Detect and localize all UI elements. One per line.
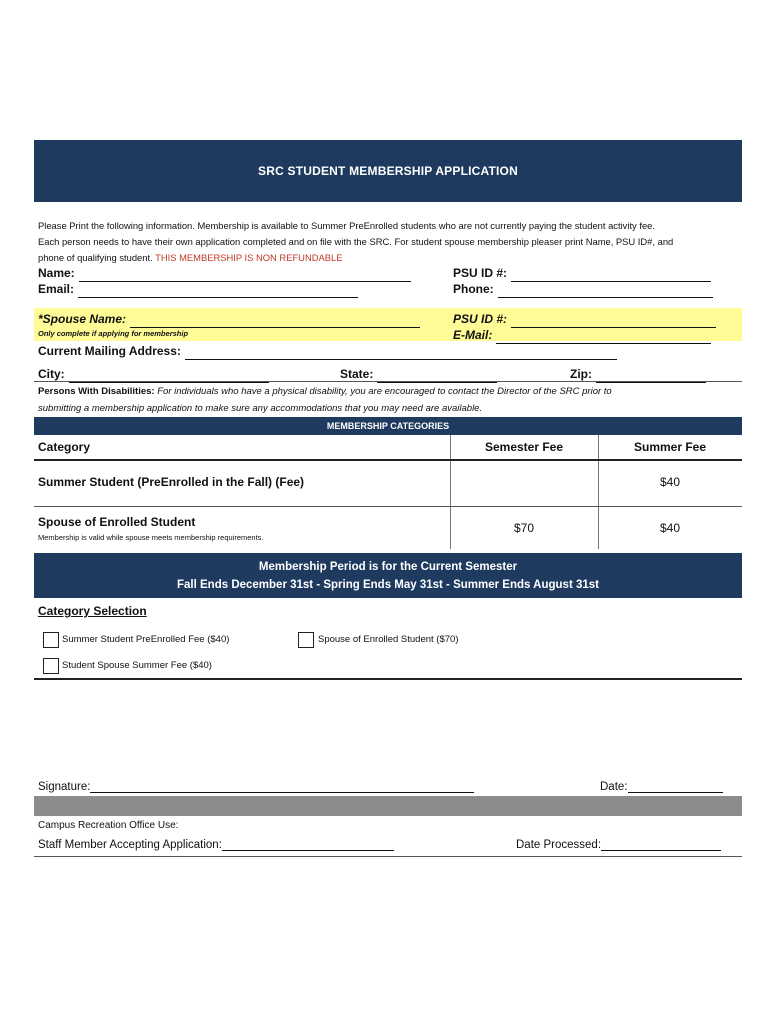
spouse-enrolled-checkbox[interactable] [298,632,314,648]
date-label: Date: [600,781,628,793]
header-category: Category [38,440,91,454]
spouse-enrolled-option-label: Spouse of Enrolled Student ($70) [318,634,459,645]
header-rule [34,459,742,461]
intro-line-2: Each person needs to have their own application completed and on file with the SRC. For student spouse membership pleaser print Name, PSU ID#, and [38,236,674,247]
row-rule [34,506,742,507]
non-refundable-notice: THIS MEMBERSHIP IS NON REFUNDABLE [155,252,343,263]
staff-member-field[interactable] [38,838,394,851]
email-label: Email: [38,282,75,296]
spouse-name-label: *Spouse Name: [38,312,127,326]
signature-field[interactable] [38,780,474,793]
selection-rule [34,678,742,680]
summer-student-checkbox[interactable] [43,632,59,648]
divider [34,381,742,382]
office-use-band [34,796,742,816]
row-1-summer-fee: $40 [659,475,681,489]
date-processed-field[interactable] [516,838,721,851]
disabilities-line-1 [38,383,738,400]
disabilities-label: Persons With Disabilities: [38,386,155,397]
category-selection-heading: Category Selection [38,604,147,618]
membership-categories-band [34,417,742,435]
zip-label: Zip: [570,367,592,381]
summer-student-option-label: Summer Student PreEnrolled Fee ($40) [62,634,230,645]
categories-table [34,435,742,549]
disabilities-text-2: submitting a membership application to make sure any accommodations that you may need are available. [38,403,483,414]
intro-line-1: Please Print the following information. Membership is available to Summer PreEnrolled students who are not currently paying the student activity fee. [38,220,655,231]
disabilities-note [38,383,738,417]
row-2-semester-fee: $70 [513,521,535,535]
spouse-name-line[interactable] [130,315,420,328]
row-1-category: Summer Student (PreEnrolled in the Fall) (Fee) [38,475,305,489]
period-line-1: Membership Period is for the Current Semester [258,560,518,573]
mailing-address-field[interactable] [38,342,617,360]
form-title-band [34,140,742,202]
signature-line[interactable] [90,780,474,793]
spouse-summer-option-label: Student Spouse Summer Fee ($40) [62,660,212,671]
email-line[interactable] [78,285,358,298]
header-summer-fee: Summer Fee [633,440,707,454]
psu-id-label: PSU ID #: [453,266,508,280]
date-processed-label: Date Processed: [516,839,602,851]
spouse-summer-checkbox[interactable] [43,658,59,674]
disabilities-text-1: For individuals who have a physical disability, you are encouraged to contact the Director of the SRC prior to [157,386,612,397]
row-2-summer-fee: $40 [659,521,681,535]
row-2-note: Membership is valid while spouse meets membership requirements. [38,533,264,542]
membership-categories-label: MEMBERSHIP CATEGORIES [326,421,450,431]
date-field[interactable] [600,780,723,793]
intro-text [38,218,742,266]
date-processed-line[interactable] [601,838,721,851]
spouse-psu-id-label: PSU ID #: [453,312,508,326]
name-label: Name: [38,266,75,280]
bottom-rule [34,856,742,857]
period-line-2: Fall Ends December 31st - Spring Ends May 31st - Summer Ends August 31st [177,578,599,591]
email-field[interactable] [38,280,358,298]
phone-field[interactable] [453,280,713,298]
date-line[interactable] [628,780,723,793]
city-label: City: [38,367,65,381]
signature-label: Signature: [38,781,91,793]
phone-line[interactable] [498,285,713,298]
office-use-heading: Campus Recreation Office Use: [38,820,179,831]
form-title: SRC STUDENT MEMBERSHIP APPLICATION [258,164,518,178]
spouse-name-field[interactable] [38,310,420,328]
mailing-address-line[interactable] [185,347,617,360]
phone-label: Phone: [453,282,494,296]
intro-line-3-text: phone of qualifying student. [38,252,153,263]
membership-period-band [34,553,742,598]
spouse-note: Only complete if applying for membership [38,329,189,338]
row-2-category: Spouse of Enrolled Student [38,515,196,529]
state-label: State: [340,367,374,381]
header-semester-fee: Semester Fee [484,440,564,454]
mailing-address-label: Current Mailing Address: [38,344,181,358]
staff-member-label: Staff Member Accepting Application: [38,839,222,851]
spouse-email-label: E-Mail: [453,328,493,342]
staff-member-line[interactable] [222,838,394,851]
